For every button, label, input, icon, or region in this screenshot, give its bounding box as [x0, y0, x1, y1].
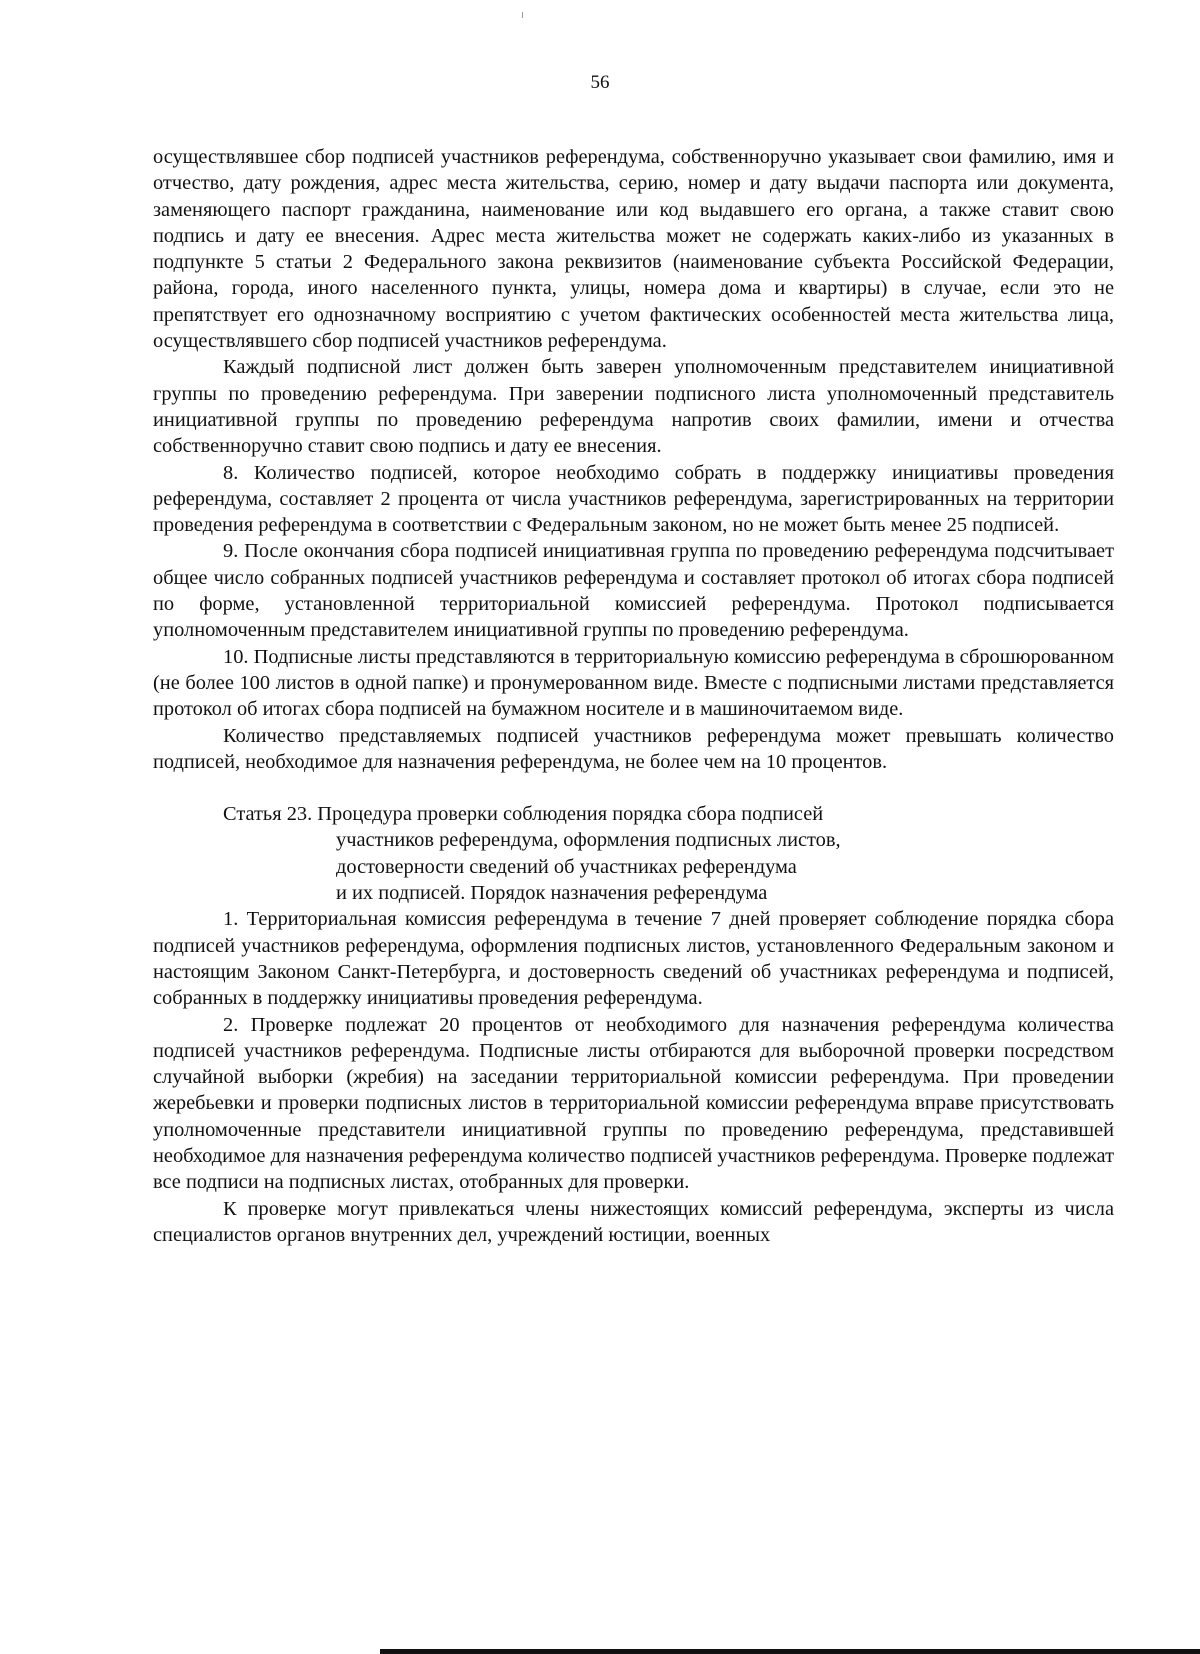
article-heading-line: и их подписей. Порядок назначения референдума — [336, 882, 768, 905]
article-heading-line: достоверности сведений об участниках референдума — [336, 855, 797, 878]
article-23-heading — [223, 801, 1023, 906]
article-heading-line: Статья 23. Процедура проверки соблюдения порядка сбора подписей — [223, 803, 824, 826]
paragraph-verification-experts: К проверке могут привлекаться члены нижестоящих комиссий референдума, эксперты из числа специалистов органов внутренних дел, учреждений юстиции, военных — [153, 1197, 1114, 1246]
document-body — [153, 144, 1114, 1248]
page-number: 56 — [590, 72, 610, 93]
paragraph-item-9: 9. После окончания сбора подписей инициативная группа по проведению референдума подсчитывает общее число собранных подписей участников референдума и составляет протокол об итогах сбора подписей по форме, установленной территориальной комиссией референдума. Протокол подписывается уполномоченным представителем инициативной группы по проведению референдума. — [153, 540, 1114, 642]
paragraph-article-23-item-2: 2. Проверке подлежат 20 процентов от необходимого для назначения референдума количества подписей участников референдума. Подписные листы отбираются для выборочной проверки посредством случайной выборки (жребия) на заседании территориальной комиссии референдума. При проведении жеребьевки и проверки подписных листов в территориальной комиссии референдума вправе присутствовать уполномоченные представители инициативной группы по проведению референдума, представившей необходимое для назначения референдума количество подписей участников референдума. Проверке подлежат все подписи на подписных листах, отобранных для проверки. — [153, 1013, 1114, 1194]
paragraph-item-8: 8. Количество подписей, которое необходимо собрать в поддержку инициативы проведения референдума, составляет 2 процента от числа участников референдума, зарегистрированных на территории проведения референдума в соответствии с Федеральным законом, но не может быть менее 25 подписей. — [153, 461, 1114, 537]
article-heading-line: участников референдума, оформления подписных листов, — [336, 829, 841, 852]
paragraph-sheet-certification: Каждый подписной лист должен быть заверен уполномоченным представителем инициативной группы по проведению референдума. При заверении подписного листа уполномоченный представитель инициативной группы по проведению референдума напротив своих фамилии, имени и отчества собственноручно ставит свою подпись и дату ее внесения. — [153, 356, 1114, 458]
paragraph-article-23-item-1: 1. Территориальная комиссия референдума в течение 7 дней проверяет соблюдение порядка сбора подписей участников референдума, оформления подписных листов, установленного Федеральным законом и настоящим Законом Санкт-Петербурга, и достоверность сведений об участниках референдума и подписей, собранных в поддержку инициативы проведения референдума. — [153, 908, 1114, 1010]
paragraph-item-10: 10. Подписные листы представляются в территориальную комиссию референдума в сброшюрованном (не более 100 листов в одной папке) и пронумерованном виде. Вместе с подписными листами представляется протокол об итогах сбора подписей на бумажном носителе и в машиночитаемом виде. — [153, 645, 1114, 721]
paragraph-signature-collector: осуществлявшее сбор подписей участников референдума, собственноручно указывает свои фамилию, имя и отчество, дату рождения, адрес места жительства, серию, номер и дату выдачи паспорта или документа, заменяющего паспорт гражданина, наименование или код выдавшего его органа, а также ставит свою подпись и дату ее внесения. Адрес места жительства может не содержать каких-либо из указанных в подпункте 5 статьи 2 Федерального закона реквизитов (наименование субъекта Российской Федерации, района, города, иного населенного пункта, улицы, номера дома и квартиры) в случае, если это не препятствует его однозначному восприятию с учетом фактических особенностей места жительства лица, осуществлявшего сбор подписей участников референдума. — [153, 146, 1114, 353]
paragraph-signature-limit: Количество представляемых подписей участников референдума может превышать количество подписей, необходимое для назначения референдума, не более чем на 10 процентов. — [153, 724, 1114, 773]
scan-artifact-dot — [522, 12, 523, 18]
scan-edge-line — [380, 1649, 1200, 1654]
